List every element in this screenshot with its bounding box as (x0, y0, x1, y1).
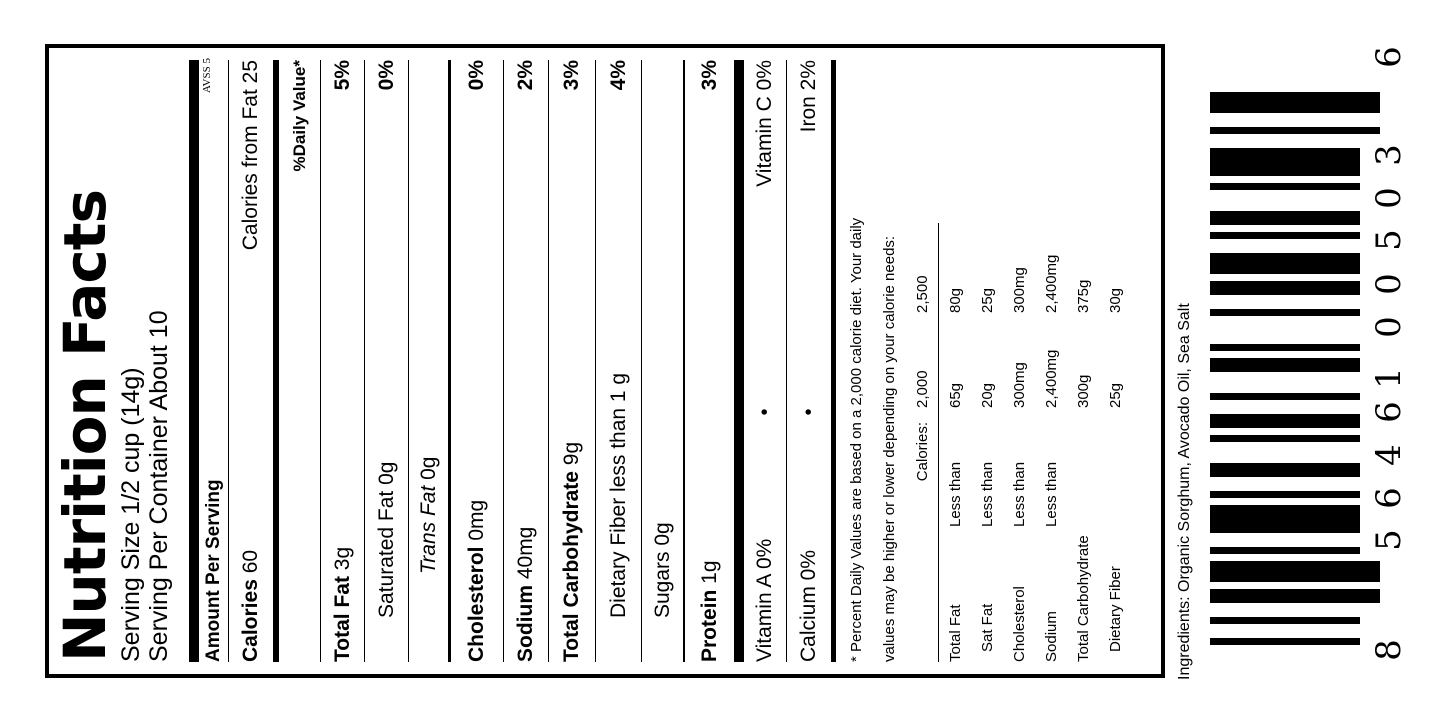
calories-from-fat: Calories from Fat 25 (239, 60, 262, 251)
barcode (1210, 92, 1380, 652)
dv-table-cell: Total Fat (939, 527, 972, 662)
dv-table-cell: Sat Fat (978, 603, 996, 652)
barcode-digit: 6 (1368, 487, 1409, 509)
dv-table-row (1067, 223, 1099, 662)
nutrient-label: Sodium (514, 585, 537, 662)
nutrient-amount: 0mg (465, 499, 488, 547)
label-code: AVSS 5 (201, 58, 213, 93)
dv-table-cell: 20g (978, 382, 996, 408)
dv-table-header-cell: Calories: (913, 422, 931, 482)
barcode-bar (1210, 358, 1360, 372)
nutrient-daily-value: 3% (560, 60, 583, 91)
dv-table-cell: Sodium (1042, 611, 1060, 662)
footnote-line-2: values may be higher or lower depending on your calorie needs: (881, 235, 898, 662)
footnote-line-1: * Percent Daily Values are based on a 2,000 calorie diet. Your daily (848, 217, 865, 662)
nutrient-daily-value: 2% (514, 60, 537, 91)
vitamin-left: Calcium 0% (797, 549, 820, 662)
barcode-bar (1210, 547, 1360, 554)
calories-value: 60 (239, 549, 262, 574)
nutrient-amount: 0g (650, 522, 674, 552)
barcode-bar (1210, 505, 1360, 533)
barcode-bar (1210, 309, 1360, 316)
barcode-digit: 0 (1368, 273, 1409, 295)
serving-size: Serving Size 1/2 cup (14g) (117, 367, 145, 662)
nutrient-label: Total Carbohydrate (560, 471, 583, 662)
barcode-bar (1210, 435, 1360, 442)
daily-value-table (906, 223, 1131, 662)
dv-table-cell: 300mg (1010, 267, 1028, 313)
dv-table-cell: 300mg (1010, 362, 1028, 408)
barcode-bar (1210, 232, 1360, 239)
dv-table-cell: 30g (1106, 287, 1124, 313)
dv-table-cell: 375g (1074, 279, 1092, 313)
nutrient-daily-value: 0% (374, 60, 398, 91)
vitamin-right: Vitamin C 0% (753, 60, 776, 187)
dv-table-cell: 25g (1106, 382, 1124, 408)
barcode-digit: 5 (1368, 229, 1409, 251)
thick-divider-vitamins (734, 60, 744, 662)
barcode-bar (1210, 211, 1360, 225)
barcode-digit: 1 (1368, 367, 1409, 389)
nutrient-label: Protein (697, 589, 721, 662)
nutrient-row (451, 60, 504, 662)
dv-table-header-cell (906, 527, 939, 662)
dv-table-row (971, 223, 1003, 662)
dv-table-header-cell: 2,000 (913, 370, 931, 408)
barcode-bar (1210, 253, 1360, 274)
nutrient-amount: less than 1 g (606, 372, 630, 498)
barcode-bar (1210, 148, 1360, 176)
vitamin-right: Iron 2% (797, 60, 820, 133)
dv-table-cell: Less than (978, 461, 996, 527)
barcode-bar (1210, 463, 1360, 477)
dv-table-cell: 80g (939, 223, 972, 313)
nutrient-row (365, 60, 409, 662)
nutrient-amount: 1g (697, 560, 721, 590)
dv-table-cell: Cholesterol (1010, 586, 1028, 662)
nutrient-row (596, 60, 642, 662)
vitamin-row (787, 60, 831, 662)
nutrient-label: Cholesterol (465, 546, 488, 662)
nutrient-daily-value: 0% (465, 60, 488, 91)
amount-per-serving: Amount Per Serving (199, 60, 229, 662)
nutrient-daily-value: 3% (697, 60, 721, 91)
nutrient-amount: 0g (374, 461, 398, 491)
nutrient-row (321, 60, 365, 662)
calories-label: Calories (239, 579, 262, 662)
bullet-icon: • (797, 408, 820, 416)
barcode-bar (1210, 393, 1360, 400)
barcode-digit: 6 (1368, 401, 1409, 423)
calories-row (229, 60, 274, 662)
nutrient-row (549, 60, 596, 662)
barcode-digit: 0 (1368, 316, 1409, 338)
barcode-bar (1210, 617, 1360, 624)
barcode-bar (1210, 183, 1360, 190)
footnote (836, 60, 906, 662)
dv-table-row (1035, 223, 1067, 662)
nutrient-label: Dietary Fiber (606, 497, 630, 618)
dv-table-cell: Total Carbohydrate (1074, 535, 1092, 662)
dv-table-cell: Dietary Fiber (1106, 566, 1124, 652)
nutrient-amount: 9g (560, 441, 583, 472)
barcode-bar (1210, 127, 1380, 134)
barcode-bar (1210, 589, 1380, 603)
dv-table-cell: Less than (939, 408, 972, 527)
dv-table-row (939, 223, 972, 662)
dv-table-cell: 2,400mg (1042, 254, 1060, 313)
barcode-digit: 3 (1368, 144, 1409, 166)
nutrient-label: Total Fat (330, 576, 354, 662)
nutrient-amount: 0g (416, 456, 440, 486)
nutrient-amount: 3g (330, 546, 354, 577)
barcode-bar (1210, 491, 1360, 498)
nutrient-daily-value: 4% (606, 60, 630, 91)
barcode-bar (1210, 638, 1360, 645)
nutrient-label: Sugars (650, 551, 674, 618)
barcode-digit: 8 (1368, 639, 1409, 661)
vitamin-left: Vitamin A 0% (753, 538, 776, 662)
servings-per-container: Serving Per Container About 10 (145, 310, 173, 662)
dv-table-row (1003, 223, 1035, 662)
barcode-digit: 5 (1368, 529, 1409, 551)
ingredients: Ingredients: Organic Sorghum, Avocado Oil, Sea Salt (1176, 303, 1193, 680)
nutrient-row (685, 60, 734, 662)
nutrition-facts-label (45, 44, 1165, 678)
dv-table-cell: 2,400mg (1042, 349, 1060, 408)
barcode-bar (1210, 92, 1380, 113)
dv-table-cell (1099, 408, 1131, 527)
nutrient-amount: 40mg (514, 526, 537, 585)
barcode-bar (1210, 561, 1380, 582)
barcode-bar (1210, 414, 1360, 428)
dv-table-cell: Less than (1010, 461, 1028, 527)
dv-table-header-cell: 2,500 (913, 275, 931, 313)
dv-table-cell: 300g (1074, 374, 1092, 408)
label-title: Nutrition Facts (51, 190, 119, 662)
daily-value-header-row (279, 60, 321, 662)
barcode-digit: 0 (1368, 187, 1409, 209)
barcode-bar (1210, 281, 1360, 295)
dv-table-cell: 25g (978, 287, 996, 313)
barcode-bar (1210, 344, 1360, 351)
daily-value-header: %Daily Value* (289, 60, 309, 172)
vitamin-row (744, 60, 787, 662)
dv-table-cell: Less than (1042, 461, 1060, 527)
barcode-digit: 4 (1368, 444, 1409, 466)
nutrient-row (409, 60, 451, 662)
barcode-digit: 6 (1368, 46, 1409, 68)
dv-table-cell (1067, 408, 1099, 527)
nutrient-daily-value: 5% (330, 60, 354, 91)
nutrient-label: Saturated Fat (374, 490, 398, 618)
bullet-icon: • (753, 408, 776, 416)
dv-table-cell: 65g (939, 313, 972, 408)
nutrient-label: Trans Fat (416, 485, 440, 574)
dv-table-row (1099, 223, 1131, 662)
nutrient-row (642, 60, 685, 662)
nutrient-row (504, 60, 549, 662)
dv-table-header (906, 223, 939, 662)
thick-divider (189, 60, 199, 662)
